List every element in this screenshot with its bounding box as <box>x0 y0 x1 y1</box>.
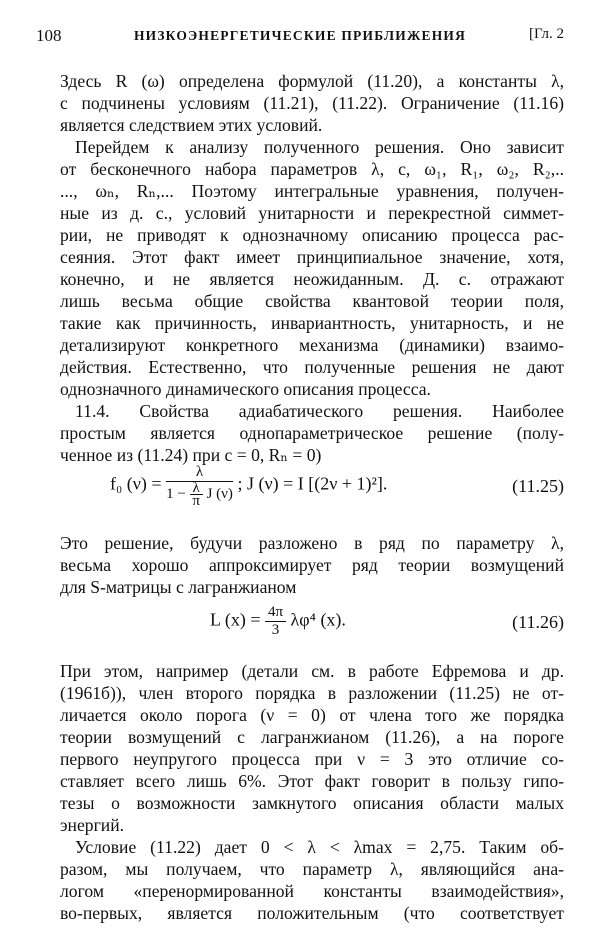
text-line: простым является однопараметрическое решение (полу- <box>60 423 564 443</box>
text-line: ..., ωₙ, Rₙ,... Поэтому интегральные уравнения, получен- <box>60 181 564 201</box>
text-line: Условие (11.22) дает 0 < λ < λmax = 2,75. Таким об- <box>75 837 564 857</box>
eq-denominator: 3 <box>271 622 280 638</box>
den-prefix: 1 − <box>166 485 186 502</box>
text-line: (1961б)), член второго порядка в разложении (11.25) не от- <box>60 683 564 703</box>
text-line: ные из д. с., условий унитарности и перекрестной симмет- <box>60 203 564 223</box>
text-line: детализируют конкретного механизма (динамики) взаимо- <box>60 335 564 355</box>
text-line: энергий. <box>60 815 125 835</box>
text-line: весьма хорошо аппроксимирует ряд теории возмущений <box>60 555 564 575</box>
text-line: ставляет всего лишь 6%. Этот факт говорит в пользу гипо- <box>60 771 564 791</box>
eq-fraction <box>265 604 286 639</box>
eq-rhs: ; J (ν) = I [(2ν + 1)²]. <box>237 473 388 494</box>
equation-11-25 <box>60 458 564 512</box>
text-line: конечно, и не является неожиданным. Д. с. отражают <box>60 269 564 289</box>
page-header <box>36 26 564 50</box>
text-line: первого неупругого процесса при ν = 3 это отличие со- <box>60 749 564 769</box>
eq-numerator: λ <box>166 464 233 482</box>
text-line: При этом, например (детали см. в работе Ефремова и др. <box>60 661 564 681</box>
text-line: Здесь R (ω) определена формулой (11.20), а константы λ, <box>60 71 564 91</box>
text-line: разом, мы получаем, что параметр λ, являющийся ана- <box>60 859 564 879</box>
text-line: Это решение, будучи разложено в ряд по параметру λ, <box>60 533 564 553</box>
text-line: такие как причинность, инвариантность, унитарность, и не <box>60 313 564 333</box>
text-line: сеяния. Этот факт имеет принципиальное значение, хотя, <box>60 247 564 267</box>
text-line: c подчинены условиям (11.21), (11.22). Ограничение (11.16) <box>60 93 564 113</box>
equation-number: (11.26) <box>512 612 564 632</box>
text-line: однозначного динамического описания процесса. <box>60 379 431 399</box>
text-line: является следствием этих условий. <box>60 115 323 135</box>
eq-lhs: f₀ (ν) = <box>110 473 162 494</box>
eq-numerator: 4π <box>265 604 286 622</box>
text-line: личается около порога (ν = 0) от члена того же порядка <box>60 705 564 725</box>
page-number: 108 <box>36 26 62 45</box>
text-line: лишь весьма общие свойства квантовой теории поля, <box>60 291 564 311</box>
equation-number: (11.25) <box>512 476 564 496</box>
eq-denominator <box>166 482 233 507</box>
text-line: рии, не приводят к однозначному описанию процесса рас- <box>60 225 564 245</box>
text-line: логом «перенормированной константы взаимодействия», <box>60 881 564 901</box>
den-suffix: J (ν) <box>206 485 233 502</box>
chapter-marker: [Гл. 2 <box>528 26 564 42</box>
text-line: Перейдем к анализу полученного решения. Оно зависит <box>75 137 564 157</box>
text-line: от бесконечного набора параметров λ, c, ω₁, R₁, ω₂, R₂,.. <box>60 159 564 179</box>
small-den: π <box>192 493 200 509</box>
eq-lhs: L (x) = <box>210 609 261 630</box>
text-line: теории возмущений с лагранжианом (11.26), а на пороге <box>60 727 564 747</box>
text-line: для S-матрицы с лагранжианом <box>60 577 297 597</box>
eq-fraction <box>166 464 233 507</box>
small-num: λ <box>190 482 203 495</box>
eq-rhs: λφ⁴ (x). <box>290 609 346 630</box>
equation-11-26 <box>60 600 564 644</box>
den-small-fraction <box>190 482 203 507</box>
section-heading-line: 11.4. Свойства адиабатического решения. Наиболее <box>75 401 564 421</box>
running-title: НИЗКОЭНЕРГЕТИЧЕСКИЕ ПРИБЛИЖЕНИЯ <box>133 28 467 43</box>
text-line: ченное из (11.24) при c = 0, Rₙ = 0) <box>60 445 322 465</box>
text-line: действия. Естественно, что полученные решения не дают <box>60 357 564 377</box>
text-line: тезы о возможности замкнутого описания области малых <box>60 793 564 813</box>
text-line: во-первых, является положительным (что соответствует <box>60 903 564 923</box>
